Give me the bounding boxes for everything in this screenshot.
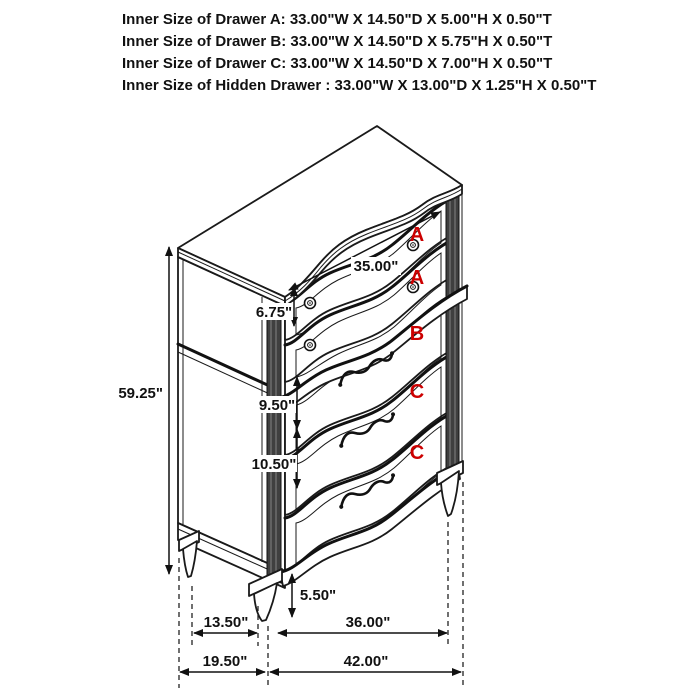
drawer-c1-letter: C xyxy=(409,381,425,403)
dim-middle-drawer-height-label: 9.50" xyxy=(258,397,296,414)
dim-front-leg-span-label: 36.00" xyxy=(345,614,391,631)
inner-size-hidden-drawer: Inner Size of Hidden Drawer : 33.00"W X 13.00"D X 1.25"H X 0.50"T xyxy=(122,77,597,94)
front-left-pilaster xyxy=(267,311,281,583)
dim-leg-inset-depth-label: 13.50" xyxy=(203,614,249,631)
dim-top-drawer-height-label: 6.75" xyxy=(255,304,293,321)
dim-leg-height-label: 5.50" xyxy=(299,587,337,604)
dim-overall-height-label: 59.25" xyxy=(118,385,163,402)
dim-top-drawer-width-label: 35.00" xyxy=(353,258,399,275)
chest-drawing xyxy=(178,126,467,621)
drawer-a2-letter: A xyxy=(409,267,425,289)
inner-size-drawer-a: Inner Size of Drawer A: 33.00"W X 14.50"D X 5.00"H X 0.50"T xyxy=(122,11,552,28)
inner-size-drawer-c: Inner Size of Drawer C: 33.00"W X 14.50"D X 7.00"H X 0.50"T xyxy=(122,55,553,72)
drawer-b-letter: B xyxy=(409,323,425,345)
dim-bottom-drawer-height-label: 10.50" xyxy=(251,456,297,473)
drawer-a1-letter: A xyxy=(409,224,425,246)
dim-overall-width-label: 42.00" xyxy=(343,653,389,670)
dim-overall-depth-label: 19.50" xyxy=(202,653,248,670)
front-right-pilaster xyxy=(446,194,459,474)
knob-icon xyxy=(305,298,316,309)
inner-size-drawer-b: Inner Size of Drawer B: 33.00"W X 14.50"D X 5.75"H X 0.50"T xyxy=(122,33,553,50)
knob-icon xyxy=(305,340,316,351)
drawer-c2-letter: C xyxy=(409,442,425,464)
